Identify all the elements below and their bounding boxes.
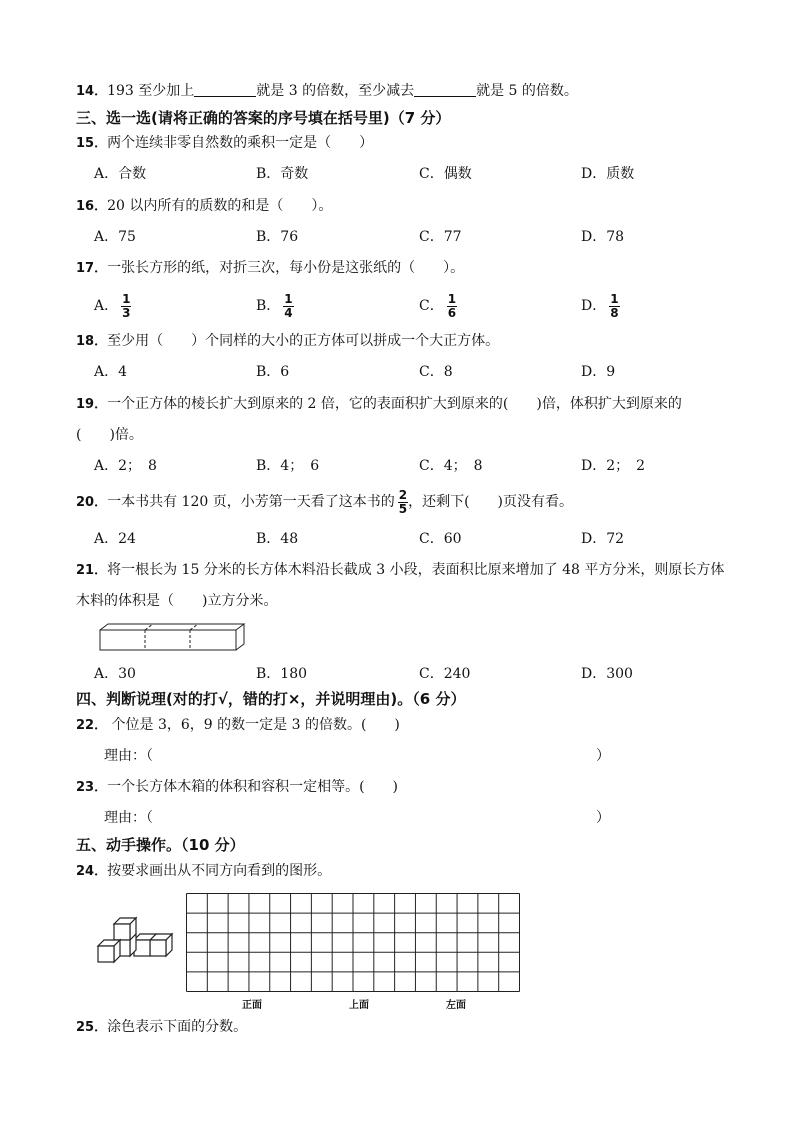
option-c[interactable]: C．60 — [419, 531, 462, 547]
option-b[interactable]: B．48 — [256, 531, 299, 547]
wood-block-figure — [98, 622, 248, 652]
question-text: 20 以内所有的质数的和是（ ）。 — [107, 198, 333, 214]
fraction — [447, 293, 457, 320]
numerator: 1 — [447, 291, 457, 306]
option-b[interactable]: B．180 — [256, 666, 308, 682]
question-text-b: 就是 3 的倍数，至少减去 — [256, 83, 415, 99]
option-a[interactable]: A．30 — [94, 666, 136, 682]
question-text-c: 就是 5 的倍数。 — [476, 83, 578, 99]
answer-blank[interactable] — [414, 82, 476, 97]
drawing-grid[interactable] — [186, 893, 520, 992]
cube-arrangement-figure — [96, 916, 182, 964]
label-front-view: 正面 — [242, 1000, 262, 1011]
option-b[interactable]: B．4； 6 — [256, 458, 320, 474]
question-number: 14． — [76, 84, 108, 99]
question-number: 19． — [76, 397, 108, 412]
question-22 — [76, 715, 400, 736]
question-number: 16． — [76, 199, 108, 214]
grid-labels — [186, 996, 520, 1010]
question-text: 按要求画出从不同方向看到的图形。 — [107, 863, 332, 879]
question-text: 一个正方体的棱长扩大到原来的 2 倍，它的表面积扩大到原来的( )倍，体积扩大到原来的 — [107, 396, 682, 412]
option-d[interactable]: D．300 — [581, 666, 633, 682]
denominator: 5 — [398, 501, 408, 516]
question-text: 一张长方形的纸，对折三次，每小份是这张纸的（ ）。 — [107, 260, 465, 276]
question-number: 18． — [76, 334, 108, 349]
option-a[interactable]: A．2； 8 — [94, 458, 157, 474]
question-19-line-2: ( )倍。 — [76, 427, 143, 443]
options-17 — [94, 292, 734, 320]
section-5-title: 五、动手操作。（10 分） — [76, 836, 245, 854]
question-number: 25． — [76, 1020, 108, 1035]
option-a[interactable]: A．75 — [94, 229, 136, 245]
question-text-b: ，还剩下( )页没有看。 — [408, 494, 574, 510]
question-text: 至少用（ ）个同样的大小的正方体可以拼成一个大正方体。 — [107, 333, 500, 349]
question-number: 17． — [76, 261, 108, 276]
denominator: 4 — [284, 305, 293, 320]
option-c[interactable]: C．4； 8 — [419, 458, 483, 474]
question-text: 将一根长为 15 分米的长方体木料沿长截成 3 小段，表面积比原来增加了 48 平方分米，则原长方体 — [107, 562, 725, 578]
option-c[interactable]: C．240 — [419, 666, 471, 682]
option-d[interactable]: D．78 — [581, 229, 625, 245]
reason-close: ） — [596, 810, 610, 826]
reason-open: 理由：（ — [104, 810, 153, 826]
option-b[interactable]: B．76 — [256, 229, 299, 245]
fraction — [398, 489, 408, 516]
question-18 — [76, 331, 499, 352]
question-21-line-2: 木料的体积是（ )立方分米。 — [76, 593, 278, 609]
option-c[interactable]: C．77 — [419, 229, 462, 245]
numerator: 1 — [284, 291, 293, 306]
label-left-view: 左面 — [446, 1000, 466, 1011]
numerator: 2 — [398, 487, 408, 502]
question-25 — [76, 1017, 247, 1038]
question-text: 一个长方体木箱的体积和容积一定相等。( ) — [107, 779, 399, 795]
option-a[interactable]: A．24 — [94, 531, 136, 547]
options-19 — [94, 456, 734, 476]
question-19 — [76, 394, 682, 415]
option-a[interactable]: A．合数 — [94, 166, 147, 182]
question-number: 22． — [76, 718, 108, 733]
question-14 — [76, 81, 578, 102]
question-24 — [76, 861, 331, 882]
reason-close: ） — [596, 748, 610, 764]
options-21 — [94, 664, 734, 684]
denominator: 3 — [122, 305, 131, 320]
numerator: 1 — [610, 291, 619, 306]
options-18 — [94, 362, 734, 382]
option-d[interactable] — [581, 292, 620, 320]
option-a[interactable]: A．4 — [94, 364, 128, 380]
option-d[interactable]: D．质数 — [581, 166, 635, 182]
reason-line-22[interactable] — [104, 746, 610, 766]
options-15 — [94, 164, 734, 184]
option-c[interactable]: C．偶数 — [419, 166, 472, 182]
numerator: 1 — [122, 291, 131, 306]
question-text-a: 一本书共有 120 页，小芳第一天看了这本书的 — [107, 494, 395, 510]
option-b[interactable] — [256, 292, 294, 320]
option-c[interactable] — [419, 292, 457, 320]
question-text-a: 193 至少加上 — [107, 83, 195, 99]
question-text: 个位是 3，6，9 的数一定是 3 的倍数。( ) — [107, 717, 400, 733]
option-label: B． — [256, 298, 281, 314]
option-d[interactable]: D．2； 2 — [581, 458, 646, 474]
option-label: D． — [581, 298, 607, 314]
question-text: 涂色表示下面的分数。 — [107, 1019, 248, 1035]
options-16 — [94, 227, 734, 247]
option-c[interactable]: C．8 — [419, 364, 453, 380]
answer-blank[interactable] — [194, 82, 256, 97]
option-b[interactable]: B．奇数 — [256, 166, 309, 182]
question-number: 23． — [76, 780, 108, 795]
grid-svg — [186, 893, 520, 992]
question-number: 24． — [76, 864, 108, 879]
option-d[interactable]: D．9 — [581, 364, 616, 380]
denominator: 6 — [447, 305, 457, 320]
option-b[interactable]: B．6 — [256, 364, 290, 380]
label-top-view: 上面 — [349, 1000, 369, 1011]
question-21 — [76, 560, 724, 581]
reason-open: 理由：（ — [104, 748, 153, 764]
question-15 — [76, 133, 373, 154]
section-4-title: 四、判断说理(对的打√，错的打×，并说明理由)。（6 分） — [76, 690, 466, 708]
question-16 — [76, 196, 332, 217]
option-a[interactable] — [94, 292, 131, 320]
option-d[interactable]: D．72 — [581, 531, 625, 547]
question-17 — [76, 258, 464, 279]
option-label: C． — [419, 298, 444, 314]
question-20 — [76, 488, 573, 517]
fraction — [609, 293, 619, 320]
question-number: 21． — [76, 563, 108, 578]
question-text: 两个连续非零自然数的乘积一定是（ ） — [107, 135, 374, 151]
question-23 — [76, 777, 398, 798]
question-number: 15． — [76, 136, 108, 151]
question-number: 20． — [76, 495, 108, 510]
reason-line-23[interactable] — [104, 808, 610, 828]
option-label: A． — [94, 298, 119, 314]
fraction — [121, 293, 131, 320]
options-20 — [94, 529, 734, 549]
section-3-title: 三、选一选(请将正确的答案的序号填在括号里)（7 分） — [76, 109, 451, 127]
denominator: 8 — [610, 305, 619, 320]
fraction — [283, 293, 293, 320]
